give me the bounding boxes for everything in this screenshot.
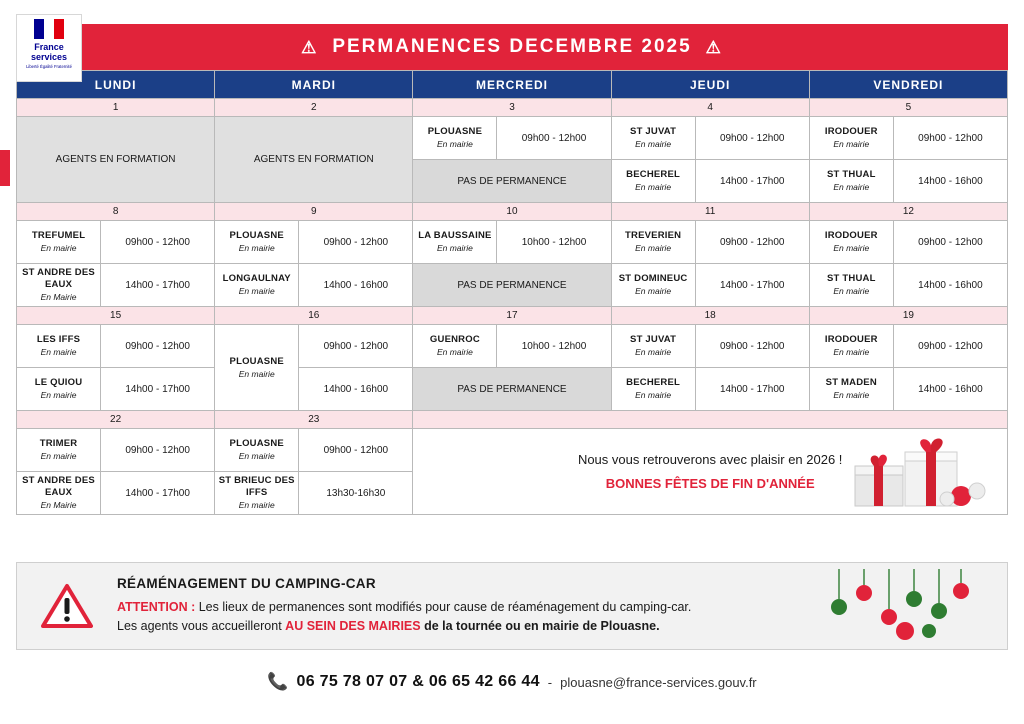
notice-panel <box>16 562 1008 650</box>
week-2-date-row <box>17 203 1008 221</box>
place-sub: En mairie <box>238 451 275 461</box>
week-3-morning-row <box>17 325 1008 368</box>
place-irodouer-w3 <box>809 325 893 368</box>
hours-becherel-w1: 14h00 - 17h00 <box>695 160 809 203</box>
place-sub: En mairie <box>238 500 275 510</box>
warning-icon-left: ⚠ <box>301 37 319 57</box>
attention-label: ATTENTION : <box>117 600 196 614</box>
place-name: IRODOUER <box>824 230 878 241</box>
gift-boxes-icon <box>843 436 993 512</box>
place-name: ST BRIEUC DES IFFS <box>218 475 295 498</box>
place-lequiou-w3 <box>17 368 101 411</box>
hours-standredeseaux-w2: 14h00 - 17h00 <box>101 264 215 307</box>
place-sub: En mairie <box>40 451 77 461</box>
place-sub: En mairie <box>436 347 473 357</box>
date-5: 5 <box>809 99 1007 117</box>
place-stjuvat-w3 <box>611 325 695 368</box>
place-plouasne-w2 <box>215 221 299 264</box>
place-plouasne-w3 <box>215 325 299 411</box>
place-sub: En Mairie <box>40 292 77 302</box>
hours-labaussaine-w2: 10h00 - 12h00 <box>497 221 611 264</box>
week-1-morning-row <box>17 117 1008 160</box>
place-guenroc-w3 <box>413 325 497 368</box>
day-header-lundi: LUNDI <box>17 71 215 99</box>
hours-plouasne-w1: 09h00 - 12h00 <box>497 117 611 160</box>
separator-dash: - <box>547 674 553 690</box>
place-name: ST ANDRE DES EAUX <box>22 267 95 290</box>
place-name: PLOUASNE <box>229 355 284 367</box>
hours-longaulnay-w2: 14h00 - 16h00 <box>299 264 413 307</box>
hours-guenroc-w3: 10h00 - 12h00 <box>497 325 611 368</box>
hours-stdomineuc-w2: 14h00 - 17h00 <box>695 264 809 307</box>
contact-footer <box>0 672 1024 692</box>
place-sub: En mairie <box>833 347 870 357</box>
day-header-vendredi: VENDREDI <box>809 71 1007 99</box>
place-sub: En mairie <box>436 139 473 149</box>
hours-plouasne-w3-am: 09h00 - 12h00 <box>299 325 413 368</box>
place-sub: En mairie <box>833 390 870 400</box>
no-permanence-mercredi-w3: PAS DE PERMANENCE <box>413 368 611 411</box>
date-3: 3 <box>413 99 611 117</box>
place-lesiffs-w3 <box>17 325 101 368</box>
hours-plouasne-w2: 09h00 - 12h00 <box>299 221 413 264</box>
permanences-calendar <box>16 70 1008 515</box>
place-sub: En mairie <box>238 368 275 379</box>
phone-number: 06 75 78 07 07 & 06 65 42 66 44 <box>296 673 540 690</box>
place-plouasne-w4 <box>215 429 299 472</box>
place-name: LE QUIOU <box>34 377 83 388</box>
hours-lequiou-w3: 14h00 - 17h00 <box>101 368 215 411</box>
hours-plouasne-w4: 09h00 - 12h00 <box>299 429 413 472</box>
france-services-logo <box>16 14 82 82</box>
week-3-afternoon-row <box>17 368 1008 411</box>
place-stmaden-w3 <box>809 368 893 411</box>
place-sub: En mairie <box>833 243 870 253</box>
place-name: IRODOUER <box>824 334 878 345</box>
french-flag-icon <box>34 19 64 39</box>
place-name: LA BAUSSAINE <box>418 230 492 241</box>
week-4-morning-row <box>17 429 1008 472</box>
phone-icon: 📞 <box>267 672 289 691</box>
place-sub: En mairie <box>635 139 672 149</box>
place-trimer-w4 <box>17 429 101 472</box>
place-trefumel-w2 <box>17 221 101 264</box>
place-name: ST JUVAT <box>630 126 677 137</box>
place-treverien-w2 <box>611 221 695 264</box>
no-permanence-mercredi-w2: PAS DE PERMANENCE <box>413 264 611 307</box>
date-10: 10 <box>413 203 611 221</box>
place-name: TREFUMEL <box>31 230 86 241</box>
place-name: ST DOMINEUC <box>618 273 688 284</box>
place-longaulnay-w2 <box>215 264 299 307</box>
place-sub: En mairie <box>40 347 77 357</box>
hours-becherel-w3: 14h00 - 17h00 <box>695 368 809 411</box>
hours-irodouer-w3: 09h00 - 12h00 <box>893 325 1007 368</box>
page-title <box>301 36 723 58</box>
hours-stthual-w2: 14h00 - 16h00 <box>893 264 1007 307</box>
day-header-jeudi: JEUDI <box>611 71 809 99</box>
place-sub: En mairie <box>833 182 870 192</box>
place-sub: En mairie <box>635 286 672 296</box>
hours-stjuvat-w3: 09h00 - 12h00 <box>695 325 809 368</box>
week-4-date-row <box>17 411 1008 429</box>
header-banner <box>16 24 1008 70</box>
hours-irodouer-w1: 09h00 - 12h00 <box>893 117 1007 160</box>
day-header-mercredi: MERCREDI <box>413 71 611 99</box>
date-4: 4 <box>611 99 809 117</box>
date-16: 16 <box>215 307 413 325</box>
place-sub: En mairie <box>40 390 77 400</box>
place-sub: En mairie <box>436 243 473 253</box>
logo-name: France services <box>30 42 68 62</box>
notice-line-2-end: de la tournée ou en mairie de Plouasne. <box>420 619 660 633</box>
notice-line-2-start: Les agents vous accueilleront <box>117 619 286 633</box>
contact-email[interactable]: plouasne@france-services.gouv.fr <box>560 674 757 690</box>
place-sub: En mairie <box>238 243 275 253</box>
place-stjuvat-w1 <box>611 117 695 160</box>
notice-title: RÉAMÉNAGEMENT DU CAMPING-CAR <box>117 576 376 591</box>
date-empty-end <box>413 411 1008 429</box>
place-becherel-w3 <box>611 368 695 411</box>
place-stthual-w1 <box>809 160 893 203</box>
place-stdomineuc-w2 <box>611 264 695 307</box>
place-labaussaine-w2 <box>413 221 497 264</box>
date-17: 17 <box>413 307 611 325</box>
hours-plouasne-w3-pm: 14h00 - 16h00 <box>299 368 413 411</box>
place-standredeseaux-w4 <box>17 472 101 515</box>
place-name: LONGAULNAY <box>222 273 291 284</box>
place-stbrieucdesiffs-w4 <box>215 472 299 515</box>
closing-line-2: BONNES FÊTES DE FIN D'ANNÉE <box>605 476 815 491</box>
cell-formation-mardi: AGENTS EN FORMATION <box>215 117 413 203</box>
place-sub: En mairie <box>238 286 275 296</box>
warning-icon-right: ⚠ <box>705 37 723 57</box>
warning-triangle-icon <box>17 583 117 629</box>
no-permanence-mercredi-w1: PAS DE PERMANENCE <box>413 160 611 203</box>
place-sub: En mairie <box>40 243 77 253</box>
date-2: 2 <box>215 99 413 117</box>
week-2-morning-row <box>17 221 1008 264</box>
date-22: 22 <box>17 411 215 429</box>
day-header-mardi: MARDI <box>215 71 413 99</box>
hours-stmaden-w3: 14h00 - 16h00 <box>893 368 1007 411</box>
cell-formation-lundi: AGENTS EN FORMATION <box>17 117 215 203</box>
hours-lesiffs-w3: 09h00 - 12h00 <box>101 325 215 368</box>
place-plouasne-w1 <box>413 117 497 160</box>
notice-line-2-highlight: AU SEIN DES MAIRIES <box>285 619 421 633</box>
place-name: LES IFFS <box>36 334 81 345</box>
place-sub: En Mairie <box>40 500 77 510</box>
place-name: ST MADEN <box>825 377 877 388</box>
date-15: 15 <box>17 307 215 325</box>
place-name: ST ANDRE DES EAUX <box>22 475 95 498</box>
place-irodouer-w1 <box>809 117 893 160</box>
date-12: 12 <box>809 203 1007 221</box>
week-1-date-row <box>17 99 1008 117</box>
date-11: 11 <box>611 203 809 221</box>
place-name: PLOUASNE <box>229 438 284 449</box>
closing-message-cell <box>413 429 1008 515</box>
place-sub: En mairie <box>635 182 672 192</box>
place-name: IRODOUER <box>824 126 878 137</box>
place-sub: En mairie <box>635 390 672 400</box>
hours-irodouer-w2: 09h00 - 12h00 <box>893 221 1007 264</box>
place-name: PLOUASNE <box>229 230 284 241</box>
date-8: 8 <box>17 203 215 221</box>
place-name: ST THUAL <box>827 169 876 180</box>
place-name: ST THUAL <box>827 273 876 284</box>
place-standredeseaux-w2 <box>17 264 101 307</box>
left-red-accent <box>0 150 10 186</box>
notice-line-1-rest: Les lieux de permanences sont modifiés pour cause de réaménagement du camping-car. <box>195 600 692 614</box>
hours-treverien-w2: 09h00 - 12h00 <box>695 221 809 264</box>
place-name: BECHEREL <box>626 169 681 180</box>
date-18: 18 <box>611 307 809 325</box>
place-name: PLOUASNE <box>427 126 483 137</box>
place-name: BECHEREL <box>626 377 681 388</box>
logo-motto: Liberté Égalité Fraternité <box>26 64 72 69</box>
closing-line-1: Nous vous retrouverons avec plaisir en 2026 ! <box>577 452 843 467</box>
place-irodouer-w2 <box>809 221 893 264</box>
place-sub: En mairie <box>635 243 672 253</box>
hours-trefumel-w2: 09h00 - 12h00 <box>101 221 215 264</box>
week-3-date-row <box>17 307 1008 325</box>
hours-stthual-w1: 14h00 - 16h00 <box>893 160 1007 203</box>
place-stthual-w2 <box>809 264 893 307</box>
hours-stbrieucdesiffs-w4: 13h30-16h30 <box>299 472 413 515</box>
place-name: GUENROC <box>429 334 480 345</box>
week-2-afternoon-row <box>17 264 1008 307</box>
christmas-baubles-icon <box>809 569 989 645</box>
page-title-text: PERMANENCES DECEMBRE 2025 <box>332 36 692 57</box>
date-19: 19 <box>809 307 1007 325</box>
place-name: ST JUVAT <box>630 334 677 345</box>
date-9: 9 <box>215 203 413 221</box>
place-sub: En mairie <box>833 286 870 296</box>
hours-standredeseaux-w4: 14h00 - 17h00 <box>101 472 215 515</box>
place-sub: En mairie <box>833 139 870 149</box>
calendar-day-header-row <box>17 71 1008 99</box>
date-23: 23 <box>215 411 413 429</box>
place-becherel-w1 <box>611 160 695 203</box>
date-1: 1 <box>17 99 215 117</box>
hours-stjuvat-w1: 09h00 - 12h00 <box>695 117 809 160</box>
place-sub: En mairie <box>635 347 672 357</box>
place-name: TREVERIEN <box>625 230 682 241</box>
hours-trimer-w4: 09h00 - 12h00 <box>101 429 215 472</box>
place-name: TRIMER <box>39 438 78 449</box>
